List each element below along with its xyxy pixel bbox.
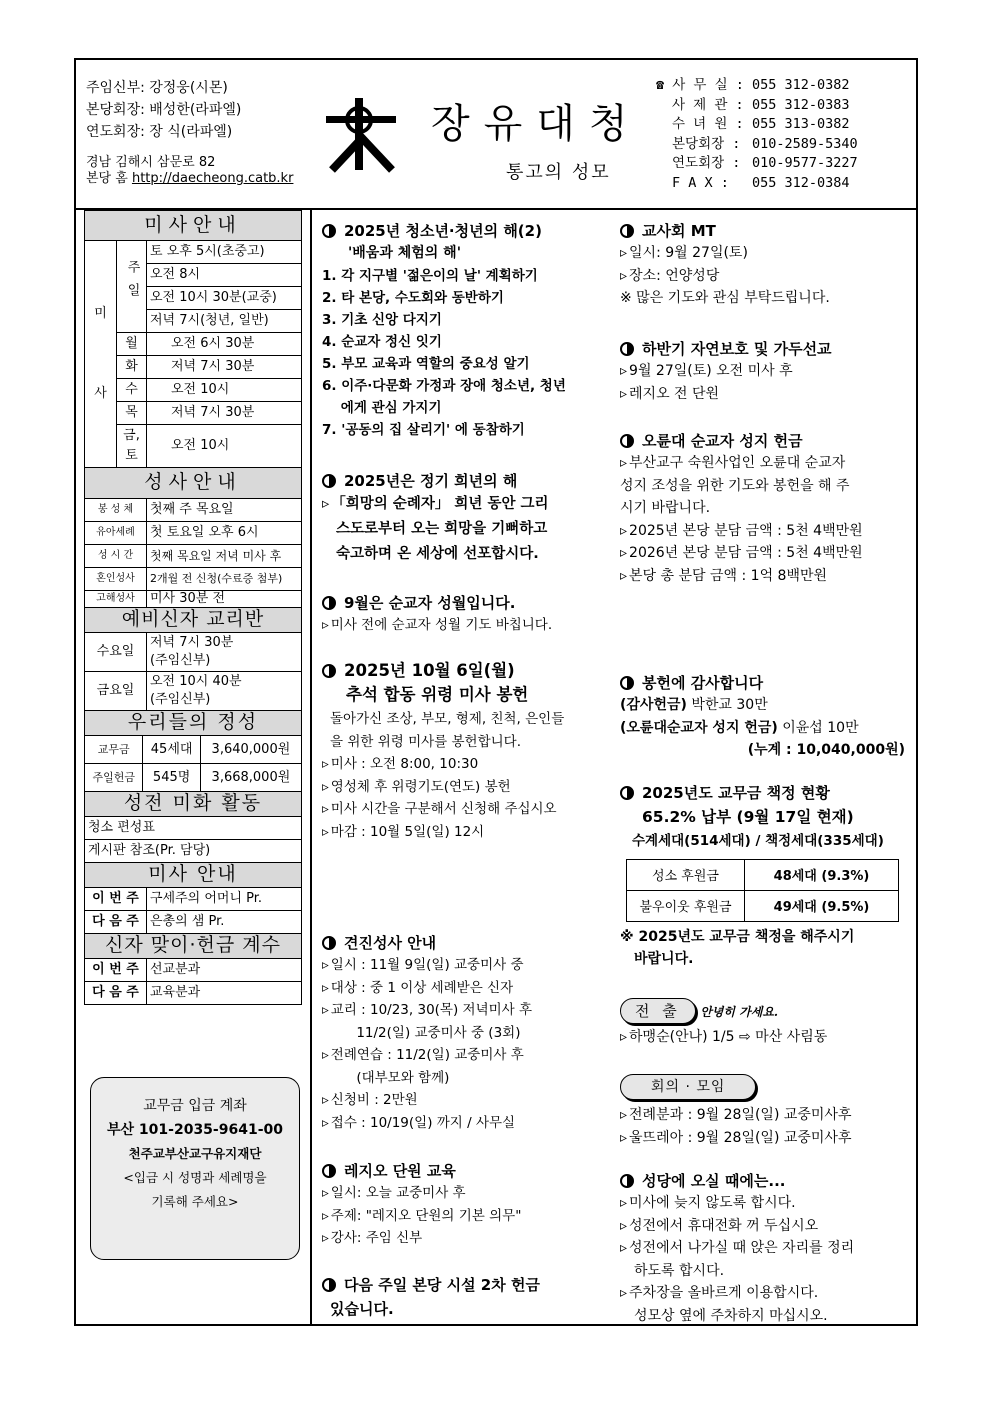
list-item: ▹ 대상 : 중 1 이상 세례받은 신자 <box>322 977 532 1000</box>
catechumen-heading: 예비신자 교리반 <box>84 608 302 632</box>
list-item: ▹ 주제: "레지오 단원의 기본 의무" <box>322 1205 521 1228</box>
half-circle-icon <box>620 786 634 800</box>
header <box>76 60 916 210</box>
offering-heading: 우리들의 정성 <box>84 711 302 735</box>
contact-row: 수 녀 원 : 055 313-0382 <box>672 116 850 133</box>
homepage-link[interactable]: http://daecheong.catb.kr <box>131 171 294 186</box>
youth-year-section: 2025년 청소년·청년의 해(2) '배움과 체험의 해' 1. 각 지구별 '젊은이의 날' 계획하기 2. 타 본당, 수도회와 동반하기 3. 기초 신앙 다지기 4. 순교자 정신 잇기 5. 부모 교육과 역할의 중요성 알기 6. 이주·다문화 가정과 장애 청소년, 청년 에게 관심 가지기 7. '공동의 집 살리기' 에 동참하기 <box>322 220 622 441</box>
youth-year-list <box>322 265 622 441</box>
half-circle-icon <box>322 596 336 610</box>
second-collection-section: 다음 주일 본당 시설 2차 헌금 있습니다. <box>322 1274 540 1322</box>
list-item: ▹ 전례연습 : 11/2(일) 교중미사 후 <box>322 1044 532 1067</box>
half-circle-icon <box>322 664 336 678</box>
jubilee-section: 2025년은 정기 희년의 해 ▹ 「희망의 순례자」 희년 동안 그리 스도로부터 오는 희망을 기뻐하고 숙고하며 온 세상에 선포합시다. <box>322 470 549 567</box>
column-divider <box>310 210 312 1326</box>
half-circle-icon <box>620 1174 634 1188</box>
legio-section: 레지오 단원 교육 ▹ 일시: 오늘 교중미사 후 ▹ 주제: "레지오 단원의 기본 의무" ▹ 강사: 주임 신부 <box>322 1160 521 1250</box>
yeondo-president-line: 연도회장: 장 식(라파엘) <box>86 124 233 140</box>
list-item: 6. 이주·다문화 가정과 장애 청소년, 청년 <box>322 377 566 394</box>
list-item: 7. '공동의 집 살리기' 에 동참하기 <box>322 421 525 438</box>
tithe-status-section: 2025년도 교무금 책정 현황 65.2% 납부 (9월 17일 현재) 수계세대(514세대) / 책정세대(335세대) 성소 후원금 48세대 (9.3%) 불우이웃 후원금 49세대 (9.5%) ※ 2025년도 교무금 책정을 해주시기 바랍니다. <box>620 782 910 971</box>
greeter-table: 이 번 주 선교분과 다 음 주 교육분과 <box>84 958 302 1005</box>
thanks-section: 봉헌에 감사합니다 (감사헌금) 박한교 30만 (오륜대순교자 성지 헌금) 이윤섭 10만 (누계 : 10,040,000원) <box>620 674 905 758</box>
sacrament-table: 봉 성 체 첫째 주 목요일 유아세례 첫 토요일 오후 6시 성 시 간 첫째 목요일 저녁 미사 후 혼인성사 2개월 전 신청(수료증 첨부) 고해성사 미사 30분 전 <box>84 498 302 608</box>
beautification-heading: 성전 미화 활동 <box>84 792 302 816</box>
list-item: ▹ 미사 시간을 구분해서 신청해 주십시오 <box>322 798 564 821</box>
contact-list <box>656 76 858 194</box>
shrine-offering-section: 오륜대 순교자 성지 헌금 ▹ 부산교구 숙원사업인 오륜대 순교자 성지 조성을 위한 기도와 봉헌을 해 주 시기 바랍니다. ▹ 2025년 본당 분담 금액 : 5천 4백만원 ▹ 2026년 본당 분담 금액 : 5천 4백만원 ▹ 본당 총 분담 금액 : 1억 8백만원 <box>620 430 863 587</box>
confirmation-section: 견진성사 안내 ▹ 일시 : 11월 9일(일) 교중미사 중 ▹ 대상 : 중 1 이상 세례받은 신자 ▹ 교리 : 10/23, 30(목) 저녁미사 후 11/2(일) 교중미사 중 (3회) ▹ 전례연습 : 11/2(일) 교중미사 후 (대부모와 함께) ▹ 신청비 : 2만원 ▹ 접수 : 10/19(일) 까지 / 사무실 <box>322 932 532 1134</box>
half-circle-icon <box>322 474 336 488</box>
half-circle-icon <box>620 342 634 356</box>
support-table: 성소 후원금 48세대 (9.3%) 불우이웃 후원금 49세대 (9.5%) <box>626 859 899 922</box>
homepage-line <box>86 170 293 188</box>
list-item: 11/2(일) 교중미사 중 (3회) <box>322 1024 521 1041</box>
address: 경남 김해시 삼문로 82 <box>86 155 216 170</box>
half-circle-icon <box>322 224 336 238</box>
sunday-label: 주일 <box>117 241 147 333</box>
half-circle-icon <box>620 434 634 448</box>
mass-info-heading: 미사안내 <box>84 210 302 240</box>
meeting-section: 회의 · 모임 ▹ 전례분과 : 9월 28일(일) 교중미사후 ▹ 울뜨레아 : 9월 28일(일) 교중미사후 <box>620 1074 851 1149</box>
transfer-label: 전 출 <box>620 998 696 1024</box>
half-circle-icon <box>620 676 634 690</box>
nature-section: 하반기 자연보호 및 가두선교 ▹ 9월 27일(토) 오전 미사 후 ▹ 레지오 전 단원 <box>620 338 832 405</box>
greeter-heading: 신자 맞이·헌금 계수 <box>84 934 302 958</box>
parish-president-line: 본당회장: 배성한(라파엘) <box>86 102 242 118</box>
mass-label: 미 사 <box>85 241 117 468</box>
list-item: 1. 각 지구별 '젊은이의 날' 계획하기 <box>322 267 538 284</box>
contact-row: 연도회장 : 010-9577-3227 <box>672 155 858 172</box>
list-item: 2. 타 본당, 수도회와 동반하기 <box>322 289 504 306</box>
cross-logo-icon <box>326 98 396 178</box>
bulletin-frame <box>74 58 918 1326</box>
list-item: 에게 관심 가지기 <box>322 399 442 416</box>
half-circle-icon <box>620 224 634 238</box>
martyrs-month-section: 9월은 순교자 성월입니다. ▹ 미사 전에 순교자 성월 기도 바칩니다. <box>322 592 552 637</box>
catechumen-table: 수요일 저녁 7시 30분 (주임신부) 금요일 오전 10시 40분 (주임신부) <box>84 632 302 711</box>
parish-title: 장유대청 <box>431 101 642 147</box>
account-box: 교무금 입금 계좌 부산 101-2035-9641-00 천주교부산교구유지재단 <입금 시 성명과 세례명을 기록해 주세요> <box>90 1077 300 1260</box>
contact-row: 사 제 관 : 055 312-0383 <box>672 96 850 113</box>
list-item: ▹ 마감 : 10월 5일(일) 12시 <box>322 821 564 844</box>
mass-guide-table: 이 번 주 구세주의 어머니 Pr. 다 음 주 은총의 샘 Pr. <box>84 887 302 934</box>
mass-times-table: 미 사 주일 토 오후 5시(초중고) 오전 8시 오전 10시 30분(교중) 저녁 7시(청년, 일반) 월 오전 6시 30분 화 저녁 7시 30분 수 오전 10시 목 저녁 7시 30분 금, 토 오전 10시 <box>84 240 302 468</box>
list-item: ▹ 교리 : 10/23, 30(목) 저녁미사 후 <box>322 999 532 1022</box>
home-label: 본당 홈 <box>86 171 128 186</box>
list-item: ▹ 미사 : 오전 8:00, 10:30 <box>322 753 564 776</box>
pastor-line: 주임신부: 강정웅(시몬) <box>86 80 228 96</box>
left-column <box>84 210 302 1005</box>
list-item: ▹ 신청비 : 2만원 <box>322 1089 532 1112</box>
meeting-label: 회의 · 모임 <box>620 1074 756 1100</box>
list-item: ▹ 일시: 오늘 교중미사 후 <box>322 1182 521 1205</box>
list-item: ▹ 접수 : 10/19(일) 까지 / 사무실 <box>322 1112 532 1135</box>
half-circle-icon <box>322 1278 336 1292</box>
list-item: 5. 부모 교육과 역할의 중요성 알기 <box>322 355 530 372</box>
offering-table: 교무금 45세대 3,640,000원 주일헌금 545명 3,668,000원 <box>84 735 302 792</box>
half-circle-icon <box>322 936 336 950</box>
sacrament-heading: 성사안내 <box>84 468 302 498</box>
half-circle-icon <box>322 1164 336 1178</box>
parish-subtitle: 통고의 성모 <box>506 162 611 183</box>
list-item: 4. 순교자 정신 잇기 <box>322 333 442 350</box>
list-item: (대부모와 함께) <box>322 1069 450 1086</box>
memorial-mass-list <box>322 753 564 843</box>
teachers-mt-section: 교사회 MT ▹ 일시: 9월 27일(토) ▹ 장소: 언양성당 ※ 많은 기도와 관심 부탁드립니다. <box>620 220 830 310</box>
contact-row: 본당회장 : 010-2589-5340 <box>672 135 858 152</box>
list-item: ▹ 강사: 주임 신부 <box>322 1227 521 1250</box>
beautification-table: 청소 편성표 게시판 참조(Pr. 담당) <box>84 816 302 863</box>
transfer-section: 전 출 안녕히 가세요. ▹ 하맹순(안나) 1/5 ⇨ 마산 사림동 <box>620 998 827 1049</box>
legio-list <box>322 1182 521 1250</box>
church-visit-section: 성당에 오실 때에는... ▹ 미사에 늦지 않도록 합시다. ▹ 성전에서 휴대전화 꺼 두십시오 ▹ 성전에서 나가실 때 앉은 자리를 정리 하도록 합시다. ▹ 주차장을 올바르게 이용합시다. 성모상 옆에 주차하지 마십시오. <box>620 1170 854 1327</box>
list-item: ▹ 영성체 후 위령기도(연도) 봉헌 <box>322 776 564 799</box>
memorial-mass-section: 2025년 10월 6일(월) 추석 합동 위령 미사 봉헌 돌아가신 조상, 부모, 형제, 친척, 은인들 을 위한 위령 미사를 봉헌합니다. ▹ 미사 : 오전 8:00, 10:30 ▹ 영성체 후 위령기도(연도) 봉헌 ▹ 미사 시간을 구분해서 신청해 주십시오 ▹ 마감 : 10월 5일(일) 12시 <box>322 660 564 843</box>
list-item: 3. 기초 신앙 다지기 <box>322 311 442 328</box>
contact-row: F A X : 055 312-0384 <box>672 174 850 191</box>
confirmation-list <box>322 954 532 1134</box>
contact-row: ☎ 사 무 실 : 055 312-0382 <box>656 77 850 93</box>
list-item: ▹ 일시 : 11월 9일(일) 교중미사 중 <box>322 954 532 977</box>
mass-guide-heading: 미사 안내 <box>84 863 302 887</box>
